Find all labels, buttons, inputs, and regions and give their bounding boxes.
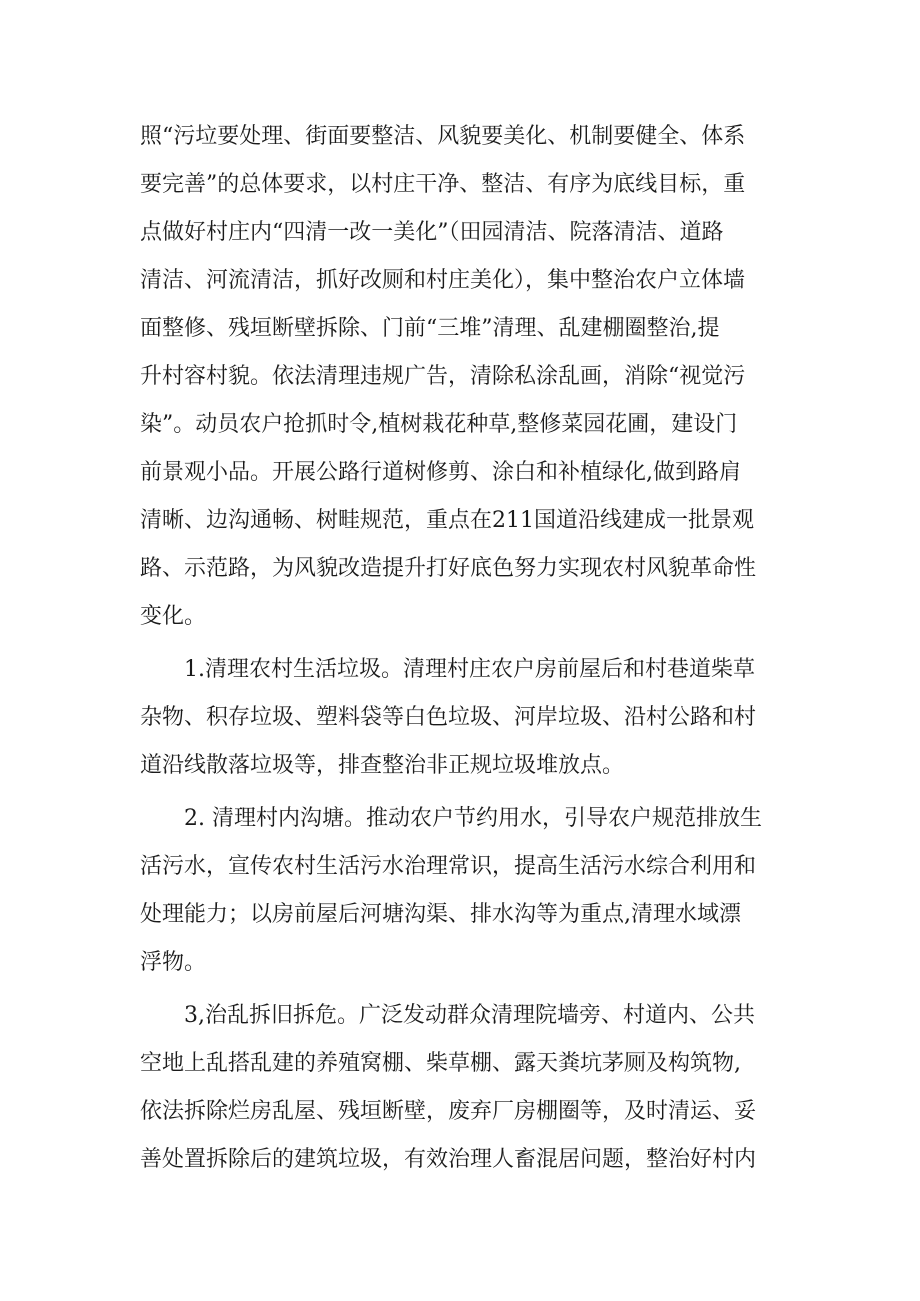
body-text-line: 处理能力；以房前屋后河塘沟渠、排水沟等为重点,清理水域漂 [140,902,741,927]
body-text-line: 依法拆除烂房乱屋、残垣断壁，废弃厂房棚圈等，及时清运、妥 [140,1099,757,1124]
body-text-line: 染”。动员农户抢抓时令,植树栽花种草,整修菜园花圃，建设门 [140,412,738,437]
body-text-line: 浮物。 [140,950,207,975]
body-text-line: 点做好村庄内“四清一改一美化”（田园清洁、院落清洁、道路 [140,220,724,245]
paragraph-2-first-line: 2. 清理村内沟塘。推动农户节约用水，引导农户规范排放生 [184,806,762,831]
body-text-line: 升村容村貌。依法清理违规广告，清除私涂乱画，消除“视觉污 [140,364,746,389]
body-text-line: 前景观小品。开展公路行道树修剪、涂白和补植绿化,做到路肩 [140,460,741,485]
body-text-line: 路、示范路，为风貌改造提升打好底色努力实现农村风貌革命性 [140,556,757,581]
body-text-line: 杂物、积存垃圾、塑料袋等白色垃圾、河岸垃圾、沿村公路和村 [140,705,757,730]
body-text-line: 活污水，宣传农村生活污水治理常识，提高生活污水综合利用和 [140,854,757,879]
body-text-line: 空地上乱搭乱建的养殖窝棚、柴草棚、露天粪坑茅厕及构筑物, [140,1051,741,1076]
body-text-line: 清洁、河流清洁，抓好改厕和村庄美化），集中整治农户立体墙 [140,268,746,293]
body-text-line: 面整修、残垣断壁拆除、门前“三堆”清理、乱建棚圈整治,提 [140,316,720,341]
body-text-line: 要完善”的总体要求，以村庄干净、整洁、有序为底线目标，重 [140,172,746,197]
body-text-line: 清晰、边沟通畅、树畦规范，重点在211国道沿线建成一批景观 [140,508,754,533]
body-text-line: 变化。 [140,604,207,629]
paragraph-1-first-line: 1.清理农村生活垃圾。清理村庄农户房前屋后和村巷道柴草 [184,657,755,682]
paragraph-3-first-line: 3,治乱拆旧拆危。广泛发动群众清理院墙旁、村道内、公共 [184,1003,755,1028]
body-text-line: 照“污垃要处理、街面要整洁、风貌要美化、机制要健全、体系 [140,124,746,149]
body-text-line: 道沿线散落垃圾等，排查整治非正规垃圾堆放点。 [140,753,625,778]
body-text-line: 善处置拆除后的建筑垃圾，有效治理人畜混居问题，整治好村内 [140,1147,757,1172]
